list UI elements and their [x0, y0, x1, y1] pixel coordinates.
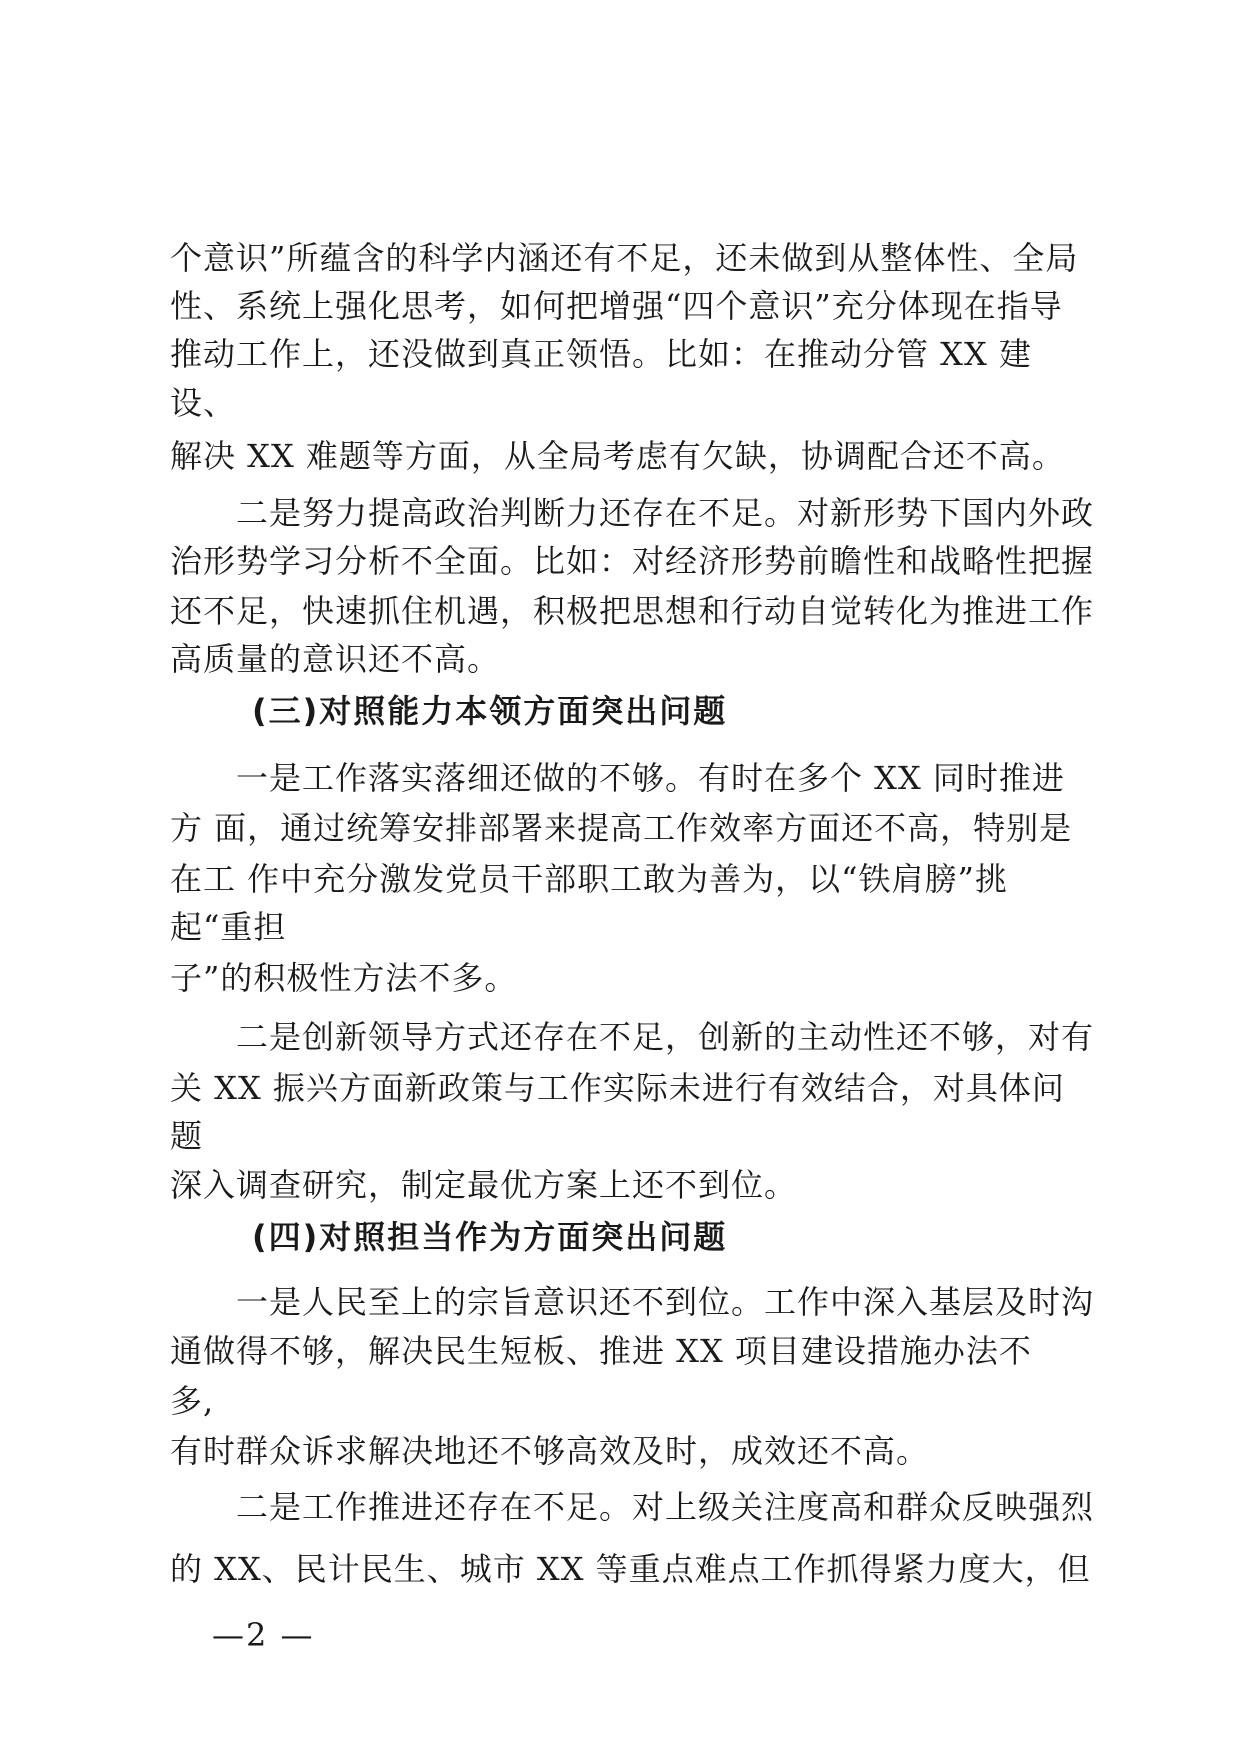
- paragraph-start-line: 一是工作落实落细还做的不够。有时在多个 XX 同时推进: [236, 759, 1065, 797]
- paragraph-start-line: 一是人民至上的宗旨意识还不到位。工作中深入基层及时沟: [236, 1283, 1095, 1321]
- body-text-line: 高质量的意识还不高。: [170, 640, 501, 678]
- section-heading: (三)对照能力本领方面突出问题: [252, 692, 728, 730]
- section-heading: (四)对照担当作为方面突出问题: [252, 1218, 728, 1256]
- body-text-line: 方 面，通过统筹安排部署来提高工作效率方面还不高，特别是: [170, 809, 1073, 847]
- body-text-line: 题: [170, 1117, 204, 1155]
- body-text-line: 性、系统上强化思考，如何把增强“四个意识”充分体现在指导: [170, 287, 1063, 325]
- body-text-line: 多,: [170, 1382, 215, 1420]
- body-text-line: 的 XX、民计民生、城市 XX 等重点难点工作抓得紧力度大，但: [170, 1550, 1091, 1588]
- body-text-line: 有时群众诉求解决地还不够高效及时，成效还不高。: [170, 1432, 930, 1470]
- body-text-line: 子”的积极性方法不多。: [170, 959, 518, 997]
- body-text-line: 个意识”所蕴含的科学内涵还有不足，还未做到从整体性、全局: [170, 239, 1079, 277]
- body-text-line: 治形势学习分析不全面。比如：对经济形势前瞻性和战略性把握: [170, 542, 1095, 580]
- body-text-line: 推动工作上，还没做到真正领悟。比如：在推动分管 XX 建: [170, 335, 1032, 373]
- page-number: —2 —: [212, 1616, 315, 1654]
- body-text-line: 在工 作中充分激发党员干部职工敢为善为，以“铁肩膀”挑: [170, 860, 1008, 898]
- paragraph-start-line: 二是工作推进还存在不足。对上级关注度高和群众反映强烈: [236, 1488, 1095, 1526]
- body-text-line: 解决 XX 难题等方面，从全局考虑有欠缺，协调配合还不高。: [170, 437, 1065, 475]
- body-text-line: 深入调查研究，制定最优方案上还不到位。: [170, 1166, 798, 1204]
- body-text-line: 还不足，快速抓住机遇，积极把思想和行动自觉转化为推进工作: [170, 592, 1095, 630]
- body-text-line: 关 XX 振兴方面新政策与工作实际未进行有效结合，对具体问: [170, 1069, 1065, 1107]
- body-text-line: 设、: [170, 384, 237, 422]
- body-text-line: 起“重担: [170, 908, 287, 946]
- paragraph-start-line: 二是创新领导方式还存在不足，创新的主动性还不够，对有: [236, 1018, 1095, 1056]
- paragraph-start-line: 二是努力提高政治判断力还存在不足。对新形势下国内外政: [236, 494, 1095, 532]
- body-text-line: 通做得不够，解决民生短板、推进 XX 项目建设措施办法不: [170, 1332, 1032, 1370]
